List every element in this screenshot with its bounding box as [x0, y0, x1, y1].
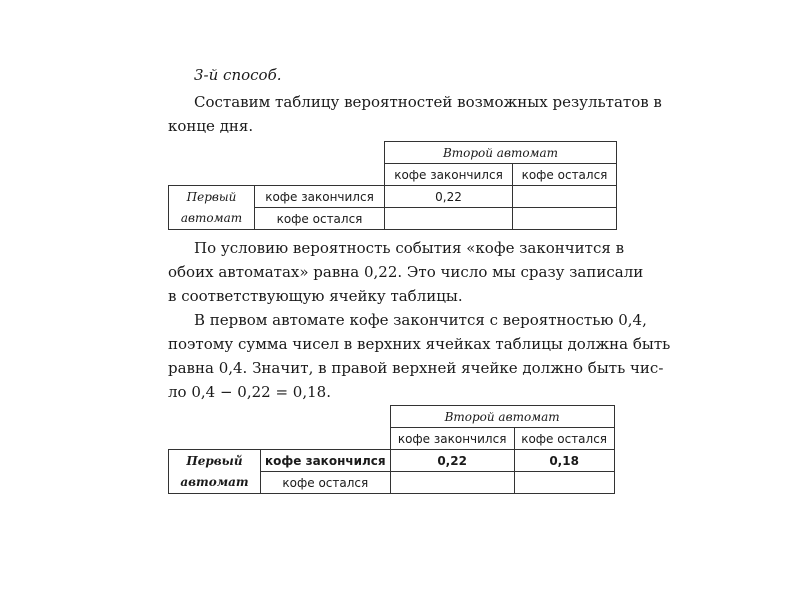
empty-cell — [169, 428, 261, 450]
second-automat-header: Второй автомат — [390, 406, 614, 428]
paragraph-line: В первом автомате кофе закончится с вероятностью 0,4, — [194, 311, 647, 329]
row-header-coffee-ran-out: кофе закончился — [255, 186, 385, 208]
paragraph-line: Составим таблицу вероятностей возможных результатов в — [194, 93, 662, 111]
first-automat-header-line2: автомат — [169, 472, 261, 494]
paragraph-calculation — [168, 308, 671, 404]
first-automat-header-line2: автомат — [169, 208, 255, 230]
cell-first-ran-out-second-left: 0,18 — [514, 450, 614, 472]
probability-table-updated — [168, 405, 615, 494]
cell-both-left — [513, 208, 617, 230]
paragraph-line: обоих автоматах» равна 0,22. Это число мы сразу записали — [168, 263, 644, 281]
paragraph-line: По условию вероятность события «кофе закончится в — [194, 239, 625, 257]
second-automat-header: Второй автомат — [385, 142, 617, 164]
cell-both-ran-out: 0,22 — [390, 450, 514, 472]
empty-cell — [261, 428, 391, 450]
col-header-coffee-left: кофе остался — [513, 164, 617, 186]
first-automat-header-line1: Первый — [169, 186, 255, 208]
cell-first-ran-out-second-left — [513, 186, 617, 208]
probability-table-initial — [168, 141, 617, 230]
empty-cell — [255, 164, 385, 186]
col-header-coffee-ran-out: кофе закончился — [385, 164, 513, 186]
empty-cell — [255, 142, 385, 164]
first-automat-header-line1: Первый — [169, 450, 261, 472]
cell-first-left-second-ran-out — [385, 208, 513, 230]
cell-both-ran-out: 0,22 — [385, 186, 513, 208]
row-header-coffee-ran-out: кофе закончился — [261, 450, 391, 472]
paragraph-intro — [168, 90, 662, 138]
empty-cell — [169, 406, 261, 428]
method-heading: 3-й способ. — [194, 66, 282, 84]
row-header-coffee-left: кофе остался — [261, 472, 391, 494]
cell-first-left-second-ran-out — [390, 472, 514, 494]
paragraph-line: конце дня. — [168, 117, 254, 135]
empty-cell — [169, 142, 255, 164]
col-header-coffee-ran-out: кофе закончился — [390, 428, 514, 450]
paragraph-line: ло 0,4 − 0,22 = 0,18. — [168, 383, 331, 401]
paragraph-line: поэтому сумма чисел в верхних ячейках таблицы должна быть — [168, 335, 671, 353]
paragraph-line: в соответствующую ячейку таблицы. — [168, 287, 463, 305]
cell-both-left — [514, 472, 614, 494]
empty-cell — [169, 164, 255, 186]
row-header-coffee-left: кофе остался — [255, 208, 385, 230]
col-header-coffee-left: кофе остался — [514, 428, 614, 450]
paragraph-condition — [168, 236, 644, 308]
empty-cell — [261, 406, 391, 428]
paragraph-line: равна 0,4. Значит, в правой верхней ячейке должно быть чис- — [168, 359, 664, 377]
